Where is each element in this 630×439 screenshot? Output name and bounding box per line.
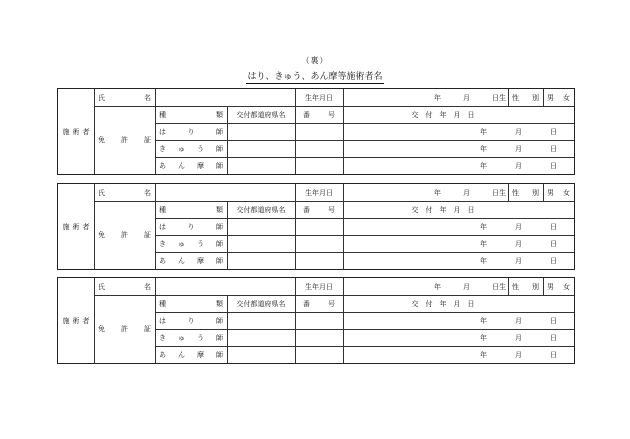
gender-label — [508, 278, 543, 295]
issue-date-unit: 月 — [515, 127, 522, 136]
license-label-char: 証 — [144, 231, 151, 239]
issue-date-field[interactable] — [343, 235, 574, 252]
license-kind-char: は — [159, 127, 166, 136]
number-field[interactable] — [295, 329, 343, 346]
practitioner-label-char: 者 — [82, 222, 90, 231]
prefecture-field[interactable] — [227, 123, 295, 140]
dob-field[interactable] — [343, 89, 508, 106]
kind-label-char: 種 — [159, 110, 166, 119]
license-kind-char: 師 — [216, 350, 223, 359]
license-label-char: 免 — [98, 325, 105, 333]
prefecture-label: 交付都道府県名 — [236, 205, 286, 214]
license-kind-char: あ — [159, 161, 166, 170]
practitioner-label — [58, 278, 94, 363]
license-kind — [155, 140, 227, 157]
practitioner-label-char: 施 — [62, 127, 70, 136]
issue-date-label-char: 日 — [467, 110, 475, 119]
number-field[interactable] — [295, 218, 343, 235]
license-kind — [155, 235, 227, 252]
license-kind-char: 師 — [216, 222, 223, 231]
issue-date-label-char: 月 — [453, 110, 461, 119]
dob-label: 生年月日 — [305, 93, 333, 102]
license-kind-char: ゅ — [178, 239, 185, 248]
number-label — [295, 295, 343, 312]
number-field[interactable] — [295, 157, 343, 174]
license-kind — [155, 218, 227, 235]
name-label-char: 氏 — [98, 188, 105, 197]
form-title — [0, 69, 630, 82]
license-kind-char: 師 — [216, 144, 223, 153]
number-label — [295, 106, 343, 123]
license-kind-char: き — [159, 333, 166, 342]
issue-date-field[interactable] — [343, 218, 574, 235]
license-kind — [155, 312, 227, 329]
issue-date-field[interactable] — [343, 252, 574, 269]
license-kind-char: り — [187, 316, 195, 325]
issue-date-label-char: 交 — [411, 205, 419, 214]
gender-label-char: 性 — [512, 282, 519, 291]
dob-field[interactable] — [343, 278, 508, 295]
issue-date-unit: 日 — [550, 316, 557, 325]
license-kind — [155, 252, 227, 269]
number-label-char: 号 — [328, 299, 335, 308]
dob-unit: 月 — [463, 282, 470, 291]
dob-unit: 月 — [463, 93, 470, 102]
license-label-char: 証 — [144, 136, 151, 144]
gender-label-char: 性 — [512, 188, 519, 197]
license-label — [94, 201, 155, 269]
license-kind-char: ゅ — [178, 333, 185, 342]
form-title-text: はり、きゅう、あん摩等施術者名 — [247, 72, 383, 82]
practitioner-label — [58, 184, 94, 269]
prefecture-field[interactable] — [227, 346, 295, 363]
issue-date-unit: 年 — [480, 316, 487, 325]
license-kind-char: き — [159, 239, 166, 248]
license-kind-char: き — [159, 144, 166, 153]
gender-option-char: 女 — [563, 93, 570, 102]
name-label-char: 氏 — [98, 93, 105, 102]
issue-date-unit: 月 — [515, 239, 522, 248]
issue-date-label-char: 年 — [439, 110, 447, 119]
license-label — [94, 106, 155, 174]
number-field[interactable] — [295, 252, 343, 269]
issue-date-unit: 月 — [515, 161, 522, 170]
issue-date-label-char: 年 — [439, 205, 447, 214]
license-kind-char: ゅ — [178, 144, 185, 153]
license-kind — [155, 329, 227, 346]
dob-label: 生年月日 — [305, 188, 333, 197]
dob-label: 生年月日 — [305, 282, 333, 291]
license-label — [94, 295, 155, 363]
prefecture-field[interactable] — [227, 329, 295, 346]
issue-date-unit: 年 — [480, 239, 487, 248]
issue-date-label-char: 交 — [411, 299, 419, 308]
number-label-char: 番 — [303, 205, 310, 214]
issue-date-unit: 年 — [480, 127, 487, 136]
practitioner-block — [57, 277, 575, 364]
issue-date-unit: 月 — [515, 222, 522, 231]
license-kind-char: 摩 — [197, 350, 204, 359]
kind-label-char: 種 — [159, 205, 166, 214]
kind-label-char: 類 — [216, 299, 223, 308]
license-kind-char: ん — [178, 161, 185, 170]
license-label-char: 許 — [121, 231, 128, 239]
prefecture-label: 交付都道府県名 — [236, 299, 286, 308]
prefecture-field[interactable] — [227, 235, 295, 252]
license-kind — [155, 346, 227, 363]
license-kind-char: 摩 — [197, 161, 204, 170]
license-kind-char: り — [187, 222, 195, 231]
license-label-char: 許 — [121, 325, 128, 333]
gender-option-char: 男 — [547, 93, 554, 102]
license-kind-char: う — [197, 239, 204, 248]
name-field[interactable] — [155, 278, 295, 295]
name-label-char: 名 — [144, 282, 151, 291]
dob-units — [434, 188, 506, 198]
issue-date-label-char: 付 — [425, 110, 433, 119]
practitioner-label-char: 施 — [62, 316, 70, 325]
issue-date-label-char: 日 — [467, 205, 475, 214]
number-label — [295, 201, 343, 218]
license-kind-char: 師 — [216, 316, 223, 325]
issue-date-unit: 日 — [550, 144, 557, 153]
issue-date-label — [343, 295, 543, 312]
practitioner-block — [57, 183, 575, 270]
issue-date-unit: 年 — [480, 161, 487, 170]
gender-label — [508, 184, 543, 201]
dob-unit: 日生 — [492, 93, 506, 102]
practitioner-label-char: 者 — [82, 127, 90, 136]
practitioner-label-char: 術 — [72, 222, 80, 231]
issue-date-unit: 年 — [480, 222, 487, 231]
issue-date-unit: 日 — [550, 256, 557, 265]
dob-field[interactable] — [343, 184, 508, 201]
prefecture-field[interactable] — [227, 140, 295, 157]
issue-date-unit: 年 — [480, 256, 487, 265]
license-kind-char: は — [159, 316, 166, 325]
license-label-char: 証 — [144, 325, 151, 333]
license-kind-char: 師 — [216, 127, 223, 136]
license-kind-char: り — [187, 127, 195, 136]
practitioner-label — [58, 89, 94, 174]
issue-date-unit: 日 — [550, 222, 557, 231]
issue-date-field[interactable] — [343, 346, 574, 363]
license-label-char: 免 — [98, 231, 105, 239]
license-label-char: 許 — [121, 136, 128, 144]
name-field[interactable] — [155, 184, 295, 201]
issue-date-unit: 日 — [550, 161, 557, 170]
dob-unit: 日生 — [492, 188, 506, 197]
issue-date-unit: 年 — [480, 350, 487, 359]
issue-date-field[interactable] — [343, 123, 574, 140]
issue-date-label-char: 月 — [453, 299, 461, 308]
practitioner-label-char: 施 — [62, 222, 70, 231]
license-kind-char: 師 — [216, 333, 223, 342]
license-kind-char: あ — [159, 350, 166, 359]
dob-unit: 年 — [434, 93, 441, 102]
gender-label-char: 別 — [532, 93, 539, 102]
practitioner-label-char: 術 — [72, 316, 80, 325]
number-label-char: 番 — [303, 299, 310, 308]
number-field[interactable] — [295, 235, 343, 252]
gender-option-char: 男 — [547, 188, 554, 197]
issue-date-unit: 日 — [550, 350, 557, 359]
issue-date-label-char: 付 — [425, 299, 433, 308]
issue-date-unit: 月 — [515, 350, 522, 359]
license-kind-char: う — [197, 333, 204, 342]
gender-label-char: 別 — [532, 282, 539, 291]
number-label-char: 号 — [328, 205, 335, 214]
prefecture-label: 交付都道府県名 — [236, 110, 286, 119]
license-kind-char: ん — [178, 350, 185, 359]
name-label-char: 名 — [144, 188, 151, 197]
issue-date-field[interactable] — [343, 329, 574, 346]
gender-option-char: 男 — [547, 282, 554, 291]
kind-label-char: 種 — [159, 299, 166, 308]
issue-date-label-char: 交 — [411, 110, 419, 119]
kind-label — [155, 295, 227, 312]
dob-units — [434, 93, 506, 103]
number-field[interactable] — [295, 140, 343, 157]
gender-label — [508, 89, 543, 106]
prefecture-field[interactable] — [227, 157, 295, 174]
license-kind-char: 師 — [216, 256, 223, 265]
gender-options[interactable] — [543, 278, 574, 295]
kind-label — [155, 106, 227, 123]
issue-date-unit: 日 — [550, 239, 557, 248]
license-kind-char: 師 — [216, 239, 223, 248]
issue-date-unit: 月 — [515, 316, 522, 325]
number-label-char: 番 — [303, 110, 310, 119]
kind-label-char: 類 — [216, 110, 223, 119]
license-kind — [155, 123, 227, 140]
number-label-char: 号 — [328, 110, 335, 119]
name-label-char: 名 — [144, 93, 151, 102]
issue-date-label-char: 日 — [467, 299, 475, 308]
license-kind-char: う — [197, 144, 204, 153]
number-field[interactable] — [295, 123, 343, 140]
gender-option-char: 女 — [563, 188, 570, 197]
prefecture-field[interactable] — [227, 252, 295, 269]
license-kind-char: 摩 — [197, 256, 204, 265]
issue-date-unit: 日 — [550, 333, 557, 342]
license-kind-char: 師 — [216, 161, 223, 170]
dob-unit: 日生 — [492, 282, 506, 291]
gender-label-char: 性 — [512, 93, 519, 102]
issue-date-unit: 年 — [480, 333, 487, 342]
gender-options[interactable] — [543, 89, 574, 106]
gender-option-char: 女 — [563, 282, 570, 291]
issue-date-label — [343, 201, 543, 218]
number-field[interactable] — [295, 312, 343, 329]
practitioner-label-char: 術 — [72, 127, 80, 136]
issue-date-unit: 月 — [515, 333, 522, 342]
gender-options[interactable] — [543, 184, 574, 201]
dob-unit: 月 — [463, 188, 470, 197]
name-label — [94, 184, 155, 201]
number-field[interactable] — [295, 346, 343, 363]
practitioner-block — [57, 88, 575, 175]
issue-date-label — [343, 106, 543, 123]
practitioner-label-char: 者 — [82, 316, 90, 325]
kind-label — [155, 201, 227, 218]
issue-date-unit: 月 — [515, 144, 522, 153]
kind-label-char: 類 — [216, 205, 223, 214]
dob-units — [434, 282, 506, 292]
issue-date-label-char: 付 — [425, 205, 433, 214]
gender-label-char: 別 — [532, 188, 539, 197]
license-kind-char: は — [159, 222, 166, 231]
dob-unit: 年 — [434, 282, 441, 291]
license-kind-char: あ — [159, 256, 166, 265]
license-kind — [155, 157, 227, 174]
license-kind-char: ん — [178, 256, 185, 265]
issue-date-field[interactable] — [343, 312, 574, 329]
license-label-char: 免 — [98, 136, 105, 144]
prefecture-field[interactable] — [227, 218, 295, 235]
name-label-char: 氏 — [98, 282, 105, 291]
prefecture-field[interactable] — [227, 312, 295, 329]
issue-date-field[interactable] — [343, 157, 574, 174]
back-side-label: （裏） — [301, 56, 329, 65]
issue-date-unit: 日 — [550, 127, 557, 136]
issue-date-unit: 月 — [515, 256, 522, 265]
name-label — [94, 278, 155, 295]
dob-unit: 年 — [434, 188, 441, 197]
issue-date-unit: 年 — [480, 144, 487, 153]
name-field[interactable] — [155, 89, 295, 106]
issue-date-label-char: 月 — [453, 205, 461, 214]
issue-date-label-char: 年 — [439, 299, 447, 308]
name-label — [94, 89, 155, 106]
issue-date-field[interactable] — [343, 140, 574, 157]
